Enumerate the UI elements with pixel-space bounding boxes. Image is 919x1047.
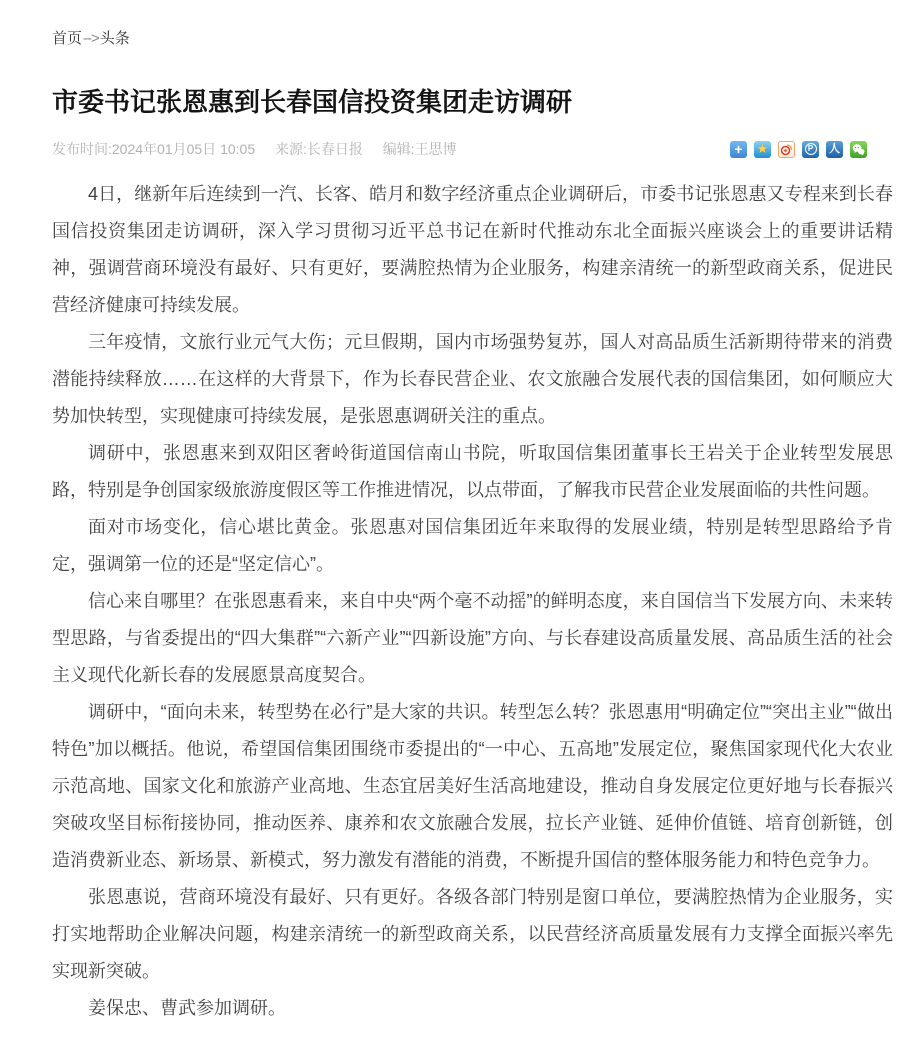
pengyou-p-glyph: P [805, 143, 817, 155]
sina-weibo-icon[interactable] [778, 141, 795, 158]
article-paragraph: 调研中，张恩惠来到双阳区奢岭街道国信南山书院，听取国信集团董事长王岩关于企业转型发展思路，特别是争创国家级旅游度假区等工作推进情况，以点带面，了解我市民营企业发展面临的共性问题。 [52, 443, 893, 500]
article-editor: 编辑:王思博 [382, 141, 457, 157]
publish-time: 发布时间:2024年01月05日 10:05 [52, 141, 256, 157]
pengyou-icon[interactable] [802, 141, 819, 158]
meta-row [52, 140, 893, 158]
share-plus-icon[interactable]: + [730, 141, 747, 158]
breadcrumb-section-link[interactable]: 头条 [99, 30, 130, 47]
article-paragraph: 4日，继新年后连续到一汽、长客、皓月和数字经济重点企业调研后，市委书记张恩惠又专程来到长春国信投资集团走访调研，深入学习贯彻习近平总书记在新时代推动东北全面振兴座谈会上的重要讲话精神，强调营商环境没有最好、只有更好，要满腔热情为企业服务，构建亲清统一的新型政商关系，促进民营经济健康可持续发展。 [52, 184, 893, 315]
breadcrumb-home-link[interactable]: 首页 [52, 30, 83, 47]
article-paragraph: 调研中，“面向未来，转型势在必行”是大家的共识。转型怎么转？张恩惠用“明确定位”“突出主业”“做出特色”加以概括。他说，希望国信集团围绕市委提出的“一中心、五高地”发展定位，聚焦国家现代化大农业示范高地、国家文化和旅游产业高地、生态宜居美好生活高地建设，推动自身发展定位更好地与长春振兴突破攻坚目标衔接协同，推动医养、康养和农文旅融合发展，拉长产业链、延伸价值链、培育创新链，创造消费新业态、新场景、新模式，努力激发有潜能的消费，不断提升国信的整体服务能力和特色竞争力。 [52, 702, 893, 870]
wechat-icon[interactable] [850, 141, 867, 158]
qzone-icon[interactable]: ★ [754, 141, 771, 158]
weibo-eye-glyph [780, 143, 793, 156]
renren-icon[interactable]: 人 [826, 141, 843, 158]
wechat-bubbles-glyph [852, 143, 865, 156]
article-source: 来源:长春日报 [275, 141, 363, 157]
breadcrumb [52, 30, 893, 48]
article-paragraph: 张恩惠说，营商环境没有最好、只有更好。各级各部门特别是窗口单位，要满腔热情为企业服务，实打实地帮助企业解决问题，构建亲清统一的新型政商关系，以民营经济高质量发展有力支撑全面振兴率先实现新突破。 [52, 887, 893, 981]
article-paragraph: 信心来自哪里？在张恩惠看来，来自中央“两个毫不动摇”的鲜明态度，来自国信当下发展方向、未来转型思路，与省委提出的“四大集群”“六新产业”“四新设施”方向、与长春建设高质量发展、高品质生活的社会主义现代化新长春的发展愿景高度契合。 [52, 591, 893, 685]
share-toolbar [730, 141, 867, 158]
article-paragraph: 姜保忠、曹武参加调研。 [88, 998, 286, 1018]
article-paragraph: 三年疫情，文旅行业元气大伤；元旦假期，国内市场强势复苏，国人对高品质生活新期待带来的消费潜能持续释放……在这样的大背景下，作为长春民营企业、农文旅融合发展代表的国信集团，如何顺应大势加快转型，实现健康可持续发展，是张恩惠调研关注的重点。 [52, 332, 893, 426]
breadcrumb-arrow: --> [83, 30, 99, 47]
article-body [52, 176, 893, 1027]
article-paragraph: 面对市场变化，信心堪比黄金。张恩惠对国信集团近年来取得的发展业绩，特别是转型思路给予肯定，强调第一位的还是“坚定信心”。 [52, 517, 893, 574]
article-meta [52, 140, 457, 158]
page-title: 市委书记张恩惠到长春国信投资集团走访调研 [52, 87, 573, 117]
